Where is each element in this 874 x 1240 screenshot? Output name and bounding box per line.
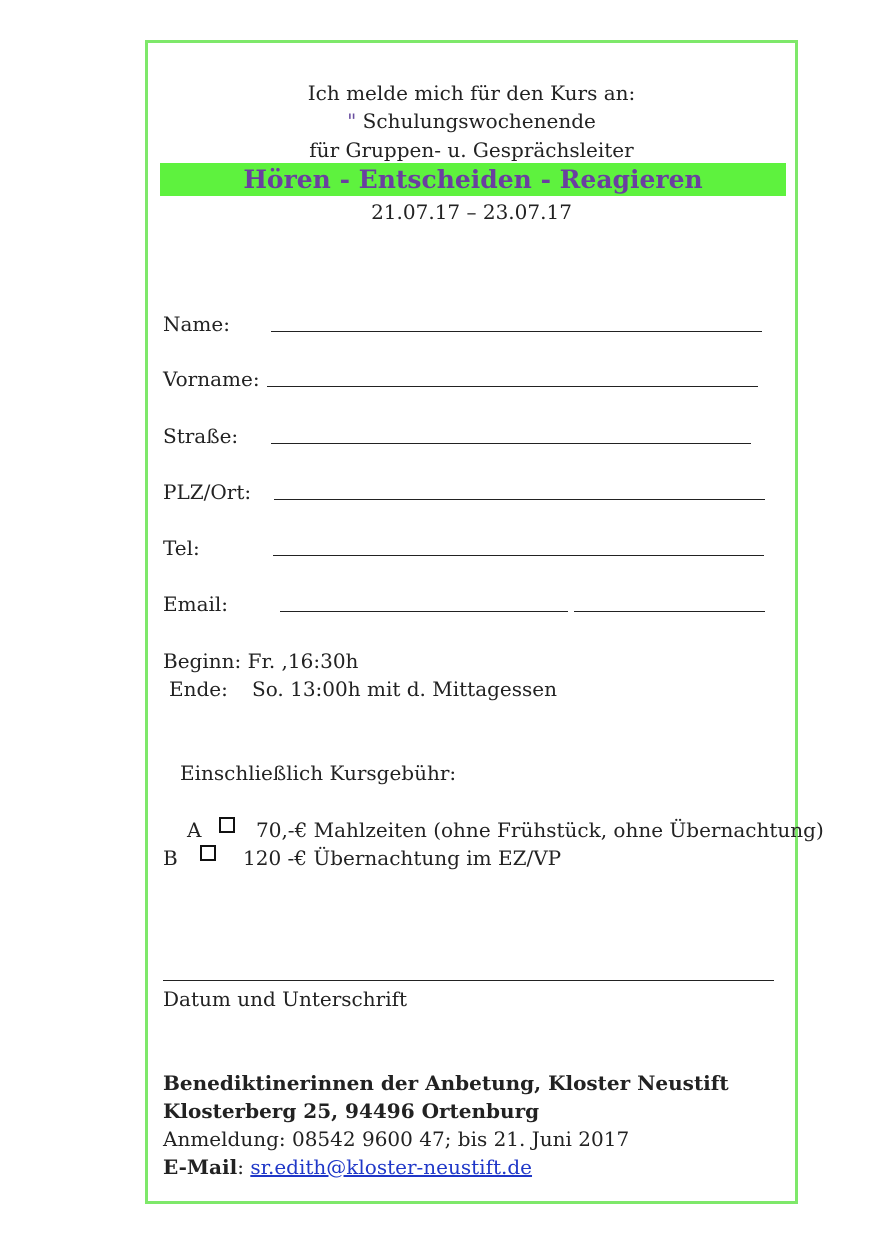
course-audience: für Gruppen- u. Gesprächsleiter — [309, 138, 634, 162]
name-label: Name: — [163, 312, 230, 336]
quote-mark: " — [347, 109, 357, 133]
footer-email-link[interactable]: sr.edith@kloster-neustift.de — [250, 1155, 533, 1179]
vorname-field[interactable] — [267, 386, 758, 387]
option-a-text: 70,-€ Mahlzeiten (ohne Frühstück, ohne Übernachtung) — [256, 818, 824, 842]
strasse-label: Straße: — [163, 424, 239, 448]
course-type — [145, 109, 798, 133]
vorname-label: Vorname: — [163, 367, 260, 391]
email-field-domain[interactable] — [574, 611, 765, 612]
tel-field[interactable] — [273, 555, 764, 556]
option-b-checkbox[interactable] — [200, 845, 216, 861]
course-dates: 21.07.17 – 23.07.17 — [371, 200, 572, 224]
end-time: So. 13:00h mit d. Mittagessen — [252, 677, 558, 701]
intro-text: Ich melde mich für den Kurs an: — [307, 81, 636, 105]
footer-org: Benediktinerinnen der Anbetung, Kloster Neustift — [163, 1071, 729, 1095]
signature-field[interactable] — [163, 980, 774, 981]
end-label: Ende: — [169, 677, 228, 701]
tel-label: Tel: — [163, 536, 200, 560]
option-b-letter: B — [163, 846, 178, 870]
course-type-label: Schulungswochenende — [356, 109, 596, 133]
footer-address: Klosterberg 25, 94496 Ortenburg — [163, 1099, 540, 1123]
signature-label: Datum und Unterschrift — [163, 987, 408, 1011]
name-field[interactable] — [271, 331, 762, 332]
email-label: Email: — [163, 592, 229, 616]
plz-field[interactable] — [274, 499, 765, 500]
footer-email-line — [163, 1155, 532, 1179]
footer-email-sep: : — [237, 1155, 244, 1179]
option-b-text: 120 -€ Übernachtung im EZ/VP — [243, 846, 562, 870]
course-title: Hören - Entscheiden - Reagieren — [243, 165, 703, 194]
strasse-field[interactable] — [271, 443, 751, 444]
option-a-checkbox[interactable] — [219, 817, 235, 833]
footer-registration: Anmeldung: 08542 9600 47; bis 21. Juni 2017 — [163, 1127, 630, 1151]
begin-time: Beginn: Fr. ,16:30h — [163, 649, 359, 673]
email-field[interactable] — [280, 611, 568, 612]
fees-heading: Einschließlich Kursgebühr: — [180, 761, 457, 785]
option-a-letter: A — [187, 818, 202, 842]
plz-label: PLZ/Ort: — [163, 480, 252, 504]
footer-email-label: E-Mail — [163, 1155, 238, 1179]
